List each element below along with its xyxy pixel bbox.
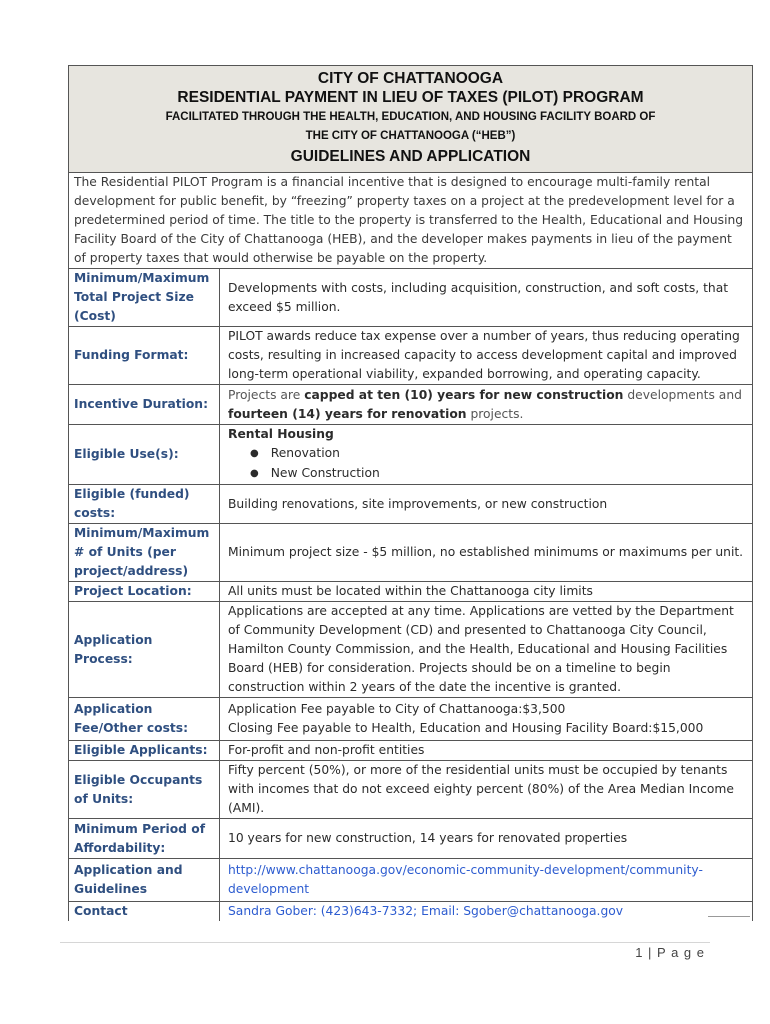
row-label-eligible-costs: Eligible (funded) costs: [69,485,220,524]
table-row [69,819,752,859]
row-label-project-size: Minimum/Maximum Total Project Size (Cost) [69,269,220,327]
document-header [69,66,752,173]
table-row [69,698,752,741]
table-row [69,859,752,902]
table-row [69,327,752,385]
footer-divider [60,942,710,943]
duration-new-construction: capped at ten (10) years for new construction [304,387,624,402]
table-row [69,524,752,582]
row-label-eligible-occupants: Eligible Occupants of Units: [69,761,220,819]
table-row [69,425,752,485]
duration-mid: developments and [623,387,742,402]
row-value-application-fee [220,698,753,741]
duration-renovation: fourteen (14) years for renovation [228,406,467,421]
table-row [69,761,752,819]
application-fee-line: Application Fee payable to City of Chattanooga:$3,500 [228,702,566,716]
page-number-value: 1 [635,945,644,960]
guidelines-link[interactable]: http://www.chattanooga.gov/economic-community-development/community-development [228,863,703,896]
duration-post: projects. [466,406,524,421]
table-row [69,485,752,524]
row-label-affordability-period: Minimum Period of Affordability: [69,819,220,859]
header-guidelines-title: GUIDELINES AND APPLICATION [290,148,531,165]
header-facilitated-line2: THE CITY OF CHATTANOOGA (“HEB”) [305,130,516,142]
header-facilitated-line1: FACILITATED THROUGH THE HEALTH, EDUCATION, AND HOUSING FACILITY BOARD OF [165,111,656,123]
table-row [69,385,752,425]
list-item: ● Renovation [250,444,748,464]
pilot-guidelines-document [68,65,753,921]
header-program-title: RESIDENTIAL PAYMENT IN LIEU OF TAXES (PILOT) PROGRAM [177,89,644,106]
row-value-incentive-duration [220,385,753,425]
table-row [69,902,752,922]
header-city: CITY OF CHATTANOOGA [317,70,504,87]
row-label-application-guidelines: Application and Guidelines [69,859,220,902]
row-label-eligible-applicants: Eligible Applicants: [69,741,220,761]
contact-link[interactable]: Sandra Gober: (423)643-7332; Email: Sgober@chattanooga.gov [228,904,624,918]
page-number [635,945,705,960]
program-details-table [69,269,752,921]
row-value-funding-format: PILOT awards reduce tax expense over a number of years, thus reducing operating costs, resulting in increased capacity to access development capital and improved long-term operational viability, expanded borrowing, and operating capacity. [220,327,753,385]
row-label-funding-format: Funding Format: [69,327,220,385]
eligible-uses-list [228,444,748,484]
row-value-number-of-units: Minimum project size - $5 million, no established minimums or maximums per unit. [220,524,753,582]
row-value-project-location: All units must be located within the Chattanooga city limits [220,582,753,602]
row-label-number-of-units: Minimum/Maximum # of Units (per project/address) [69,524,220,582]
row-value-application-process: Applications are accepted at any time. Applications are vetted by the Department of Community Development (CD) and presented to Chattanooga City Council, Hamilton County Commission, and the Health, Educational and Housing Facilities Board (HEB) for consideration. Projects should be on a timeline to begin construction within 2 years of the date the incentive is granted. [220,602,753,698]
table-row [69,269,752,327]
row-label-application-fee: Application Fee/Other costs: [69,698,220,741]
duration-pre: Projects are [228,387,305,402]
row-label-project-location: Project Location: [69,582,220,602]
row-value-eligible-applicants: For-profit and non-profit entities [220,741,753,761]
table-row [69,602,752,698]
page-number-label: | P a g e [648,945,705,960]
eligible-uses-heading: Rental Housing [228,427,334,441]
row-value-affordability-period: 10 years for new construction, 14 years for renovated properties [220,819,753,859]
intro-paragraph: The Residential PILOT Program is a financial incentive that is designed to encourage multi-family rental development for public benefit, by “freezing” property taxes on a project at the predevelopment level for a predetermined period of time. The title to the property is transferred to the Health, Educational and Housing Facility Board of the City of Chattanooga (HEB), and the developer makes payments in lieu of the payment of property taxes that would otherwise be payable on the property. [69,173,752,269]
table-end-rule [708,916,750,917]
row-label-eligible-uses: Eligible Use(s): [69,425,220,485]
closing-fee-line: Closing Fee payable to Health, Education and Housing Facility Board:$15,000 [228,721,704,735]
row-value-project-size: Developments with costs, including acquisition, construction, and soft costs, that exceed $5 million. [220,269,753,327]
row-value-eligible-uses [220,425,753,485]
row-label-contact: Contact [69,902,220,922]
list-item: ● New Construction [250,464,748,484]
row-value-eligible-costs: Building renovations, site improvements, or new construction [220,485,753,524]
row-label-application-process: Application Process: [69,602,220,698]
table-row [69,741,752,761]
table-row [69,582,752,602]
row-value-eligible-occupants: Fifty percent (50%), or more of the residential units must be occupied by tenants with incomes that do not exceed eighty percent (80%) of the Area Median Income (AMI). [220,761,753,819]
row-label-incentive-duration: Incentive Duration: [69,385,220,425]
